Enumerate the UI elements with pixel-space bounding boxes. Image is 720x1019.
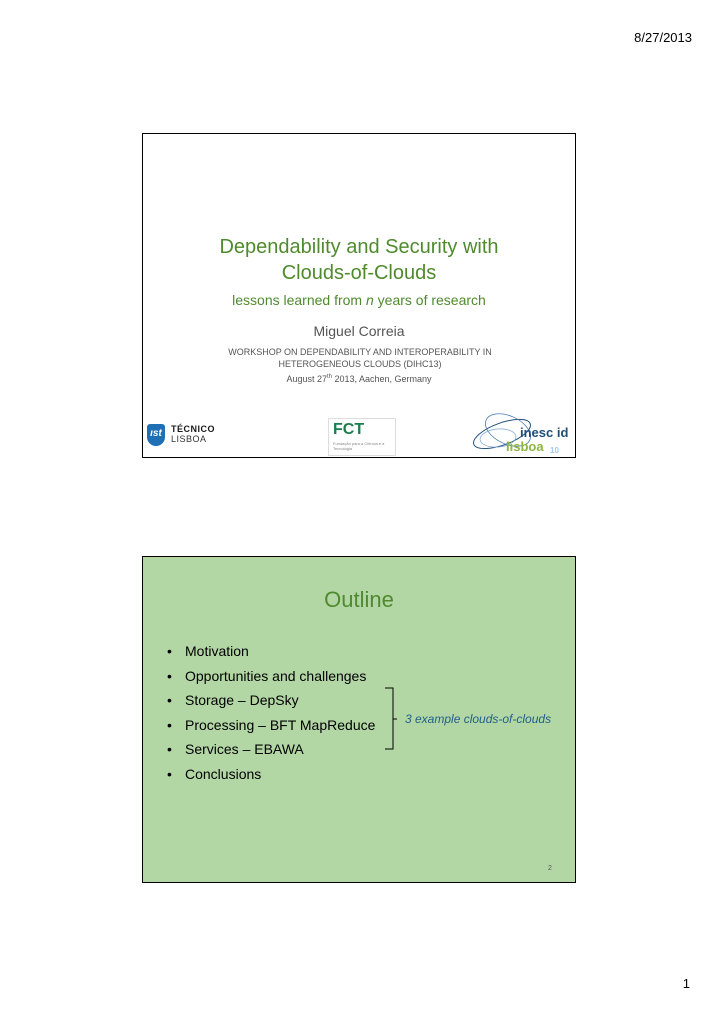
- inesc-id-logo: [468, 404, 570, 459]
- outline-slide: [142, 556, 576, 883]
- outline-item: • Conclusions: [167, 762, 375, 787]
- title-slide: [142, 133, 576, 458]
- date-sup: th: [326, 374, 332, 380]
- inesc-orbit-icon: [468, 404, 570, 459]
- tecnico-lisboa-logo: [147, 422, 217, 450]
- date-pre: August 27: [286, 374, 327, 384]
- outline-item: • Motivation: [167, 639, 375, 664]
- outline-title: Outline: [324, 587, 394, 612]
- event-date: [143, 374, 575, 384]
- workshop-name: [193, 346, 527, 370]
- page-number: 1: [682, 976, 690, 991]
- slide-title: [143, 234, 575, 286]
- outline-item: • Services – EBAWA: [167, 737, 375, 762]
- inesc-logo-line-1: inesc id: [520, 425, 569, 440]
- title-line-1: Dependability and Security with: [219, 236, 499, 258]
- print-date: 8/27/2013: [634, 30, 692, 45]
- outline-item: • Storage – DepSky: [167, 688, 375, 713]
- ist-logo-line-1: TÉCNICO: [171, 424, 215, 434]
- brace-annotation: 3 example clouds-of-clouds: [405, 712, 552, 726]
- outline-item: • Processing – BFT MapReduce: [167, 713, 375, 738]
- slide-number: 2: [548, 865, 552, 872]
- slide-subtitle: [143, 292, 575, 308]
- author-name: Miguel Correia: [313, 323, 405, 339]
- fct-logo-small-text: Fundação para a Ciência e a Tecnologia: [333, 441, 385, 451]
- outline-item: • Opportunities and challenges: [167, 664, 375, 689]
- svg-text:10: 10: [550, 446, 559, 455]
- outline-list: [167, 639, 375, 786]
- workshop-line-2: HETEROGENEOUS CLOUDS (DIHC13): [278, 359, 442, 369]
- right-brace-icon: [385, 687, 397, 751]
- subtitle-post: years of research: [373, 292, 486, 308]
- ist-shield-icon: ıst: [147, 424, 165, 446]
- subtitle-n: n: [365, 292, 374, 308]
- fct-logo: [328, 418, 396, 456]
- date-post: 2013, Aachen, Germany: [331, 374, 432, 384]
- workshop-line-1: WORKSHOP ON DEPENDABILITY AND INTEROPERABILITY IN: [228, 347, 492, 357]
- subtitle-pre: lessons learned from: [232, 292, 366, 308]
- title-line-2: Clouds-of-Clouds: [281, 262, 437, 284]
- fct-logo-text: FCT: [333, 421, 365, 438]
- ist-logo-line-2: LISBOA: [171, 434, 207, 444]
- inesc-logo-line-2: lisboa: [506, 439, 544, 454]
